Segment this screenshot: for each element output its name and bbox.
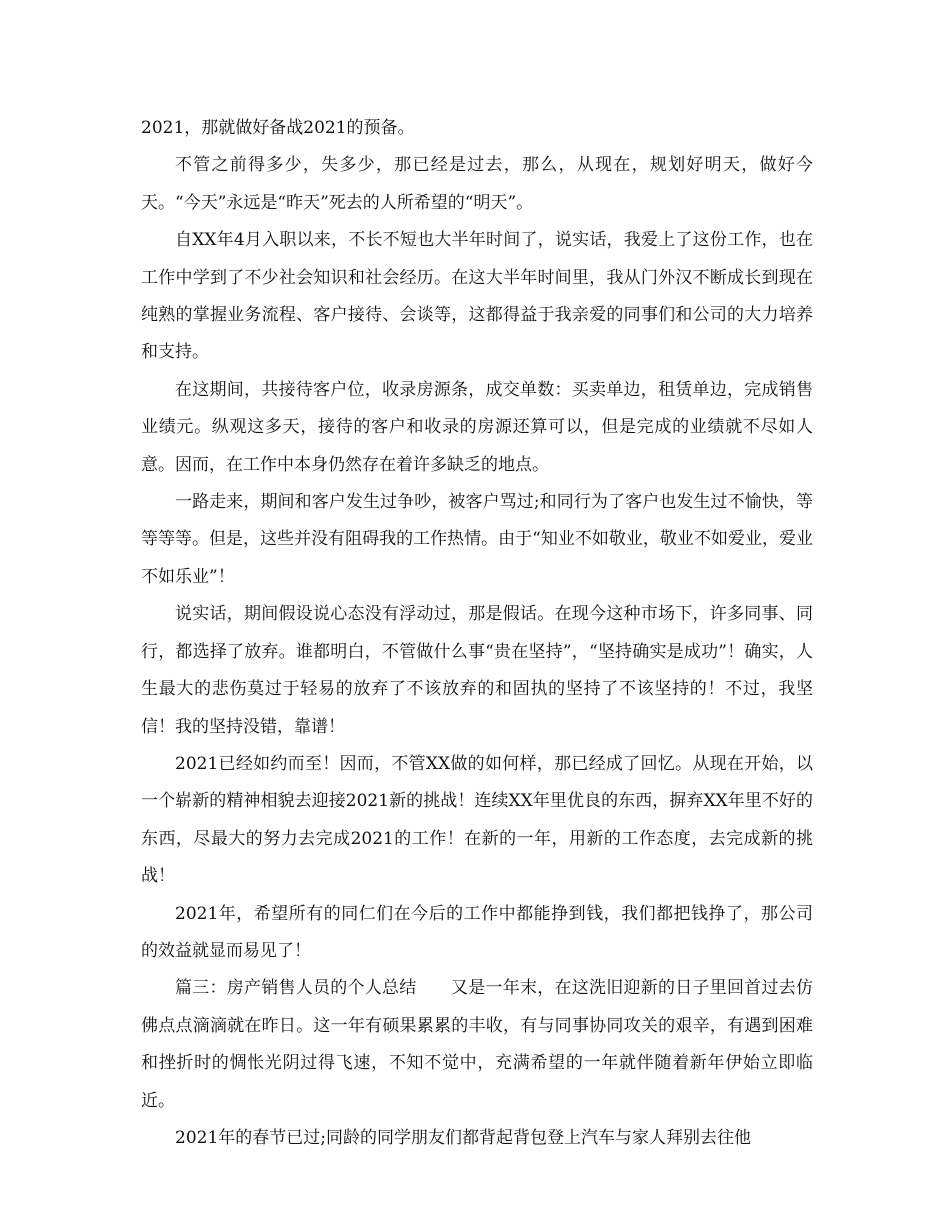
paragraph-2: 不管之前得多少，失多少，那已经是过去，那么，从现在，规划好明天，做好今天。“今天”永远是“昨天”死去的人所希望的“明天”。 [141, 155, 813, 213]
paragraph-8: 2021年，希望所有的同仁们在今后的工作中都能挣到钱，我们都把钱挣了，那公司的效益就显而易见了！ [141, 903, 813, 961]
paragraph-3: 自XX年4月入职以来，不长不短也大半年时间了，说实话，我爱上了这份工作，也在工作中学到了不少社会知识和社会经历。在这大半年时间里，我从门外汉不断成长到现在纯熟的掌握业务流程、客户接待、会谈等，这都得益于我亲爱的同事们和公司的大力培养和支持。 [141, 230, 813, 363]
paragraph-7: 2021已经如约而至！因而，不管XX做的如何样，那已经成了回忆。从现在开始，以一个崭新的精神相貌去迎接2021新的挑战！连续XX年里优良的东西，摒弃XX年里不好的东西，尽最大的努力去完成2021的工作！在新的一年，用新的工作态度，去完成新的挑战！ [141, 753, 813, 887]
paragraph-5: 一路走来，期间和客户发生过争吵，被客户骂过;和同行为了客户也发生过不愉快，等等等等。但是，这些并没有阻碍我的工作热情。由于“知业不如敬业，敬业不如爱业，爱业不如乐业”！ [141, 492, 813, 587]
paragraph-1: 2021，那就做好备战2021的预备。 [141, 118, 415, 138]
paragraph-9: 篇三：房产销售人员的个人总结 又是一年末，在这洗旧迎新的日子里回首过去仿佛点点滴滴就在昨日。这一年有硕果累累的丰收，有与同事协同攻关的艰辛，有遇到困难和挫折时的惆怅光阴过得飞速，不知不觉中，充满希望的一年就伴随着新年伊始立即临近。 [141, 978, 813, 1111]
paragraph-6: 说实话，期间假设说心态没有浮动过，那是假话。在现今这种市场下，许多同事、同行，都选择了放弃。谁都明白，不管做什么事“贵在坚持”，“坚持确实是成功”！确实，人生最大的悲伤莫过于轻易的放弃了不该放弃的和固执的坚持了不该坚持的！不过，我坚信！我的坚持没错，靠谱！ [141, 604, 813, 737]
paragraph-10: 2021年的春节已过;同龄的同学朋友们都背起背包登上汽车与家人拜别去往他 [175, 1127, 751, 1148]
paragraph-4: 在这期间，共接待客户位，收录房源条，成交单数：买卖单边，租赁单边，完成销售业绩元。纵观这多天，接待的客户和收录的房源还算可以，但是完成的业绩就不尽如人意。因而，在工作中本身仍然存在着许多缺乏的地点。 [141, 379, 813, 475]
document-page [141, 110, 813, 1157]
